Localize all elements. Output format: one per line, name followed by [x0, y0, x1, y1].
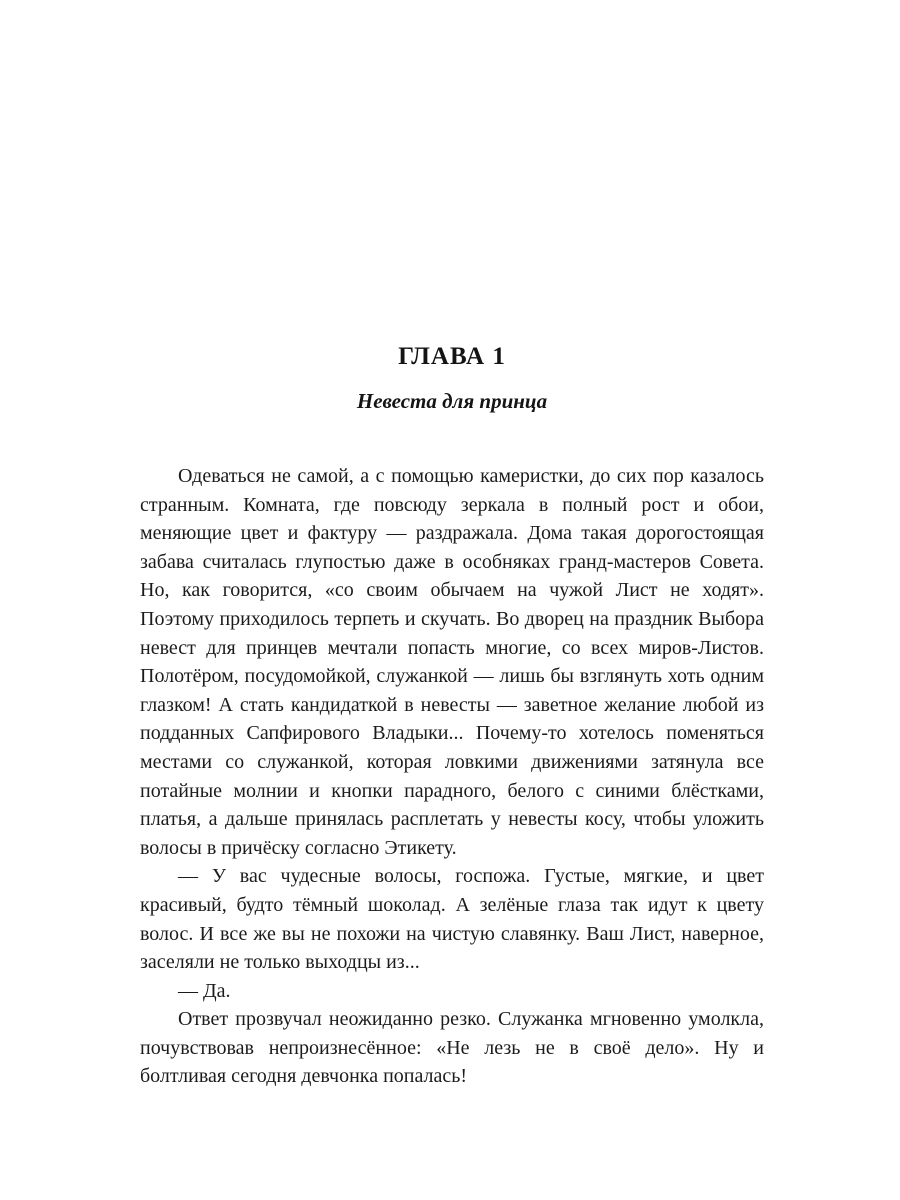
paragraph: — У вас чудесные волосы, госпожа. Густые, мягкие, и цвет красивый, будто тёмный шоколад. А зелёные глаза так идут к цвету волос. И все же вы не похожи на чистую славянку. Ваш Лист, наверное, заселяли не только выходцы из... [140, 865, 764, 974]
chapter-heading: ГЛАВА 1 [398, 343, 506, 370]
body-text [140, 462, 764, 1091]
paragraph: Одеваться не самой, а с помощью камеристки, до сих пор казалось странным. Комната, где повсюду зеркала в полный рост и обои, меняющие цвет и фактуру — раздражала. Дома такая дорогостоящая забава считалась глупостью даже в особняках гранд-мастеров Совета. Но, как говорится, «со своим обычаем на чужой Лист не ходят». Поэтому приходилось терпеть и скучать. Во дворец на праздник Выбора невест для принцев мечтали попасть многие, со всех миров-Листов. Полотёром, посудомойкой, служанкой — лишь бы взглянуть хоть одним глазком! А стать кандидаткой в невесты — заветное желание любой из подданных Сапфирового Владыки... Почему-то хотелось поменяться местами со служанкой, которая ловкими движениями затянула все потайные молнии и кнопки парадного, белого с синими блёстками, платья, а дальше принялась расплетать у невесты косу, чтобы уложить волосы в причёску согласно Этикету. [140, 465, 764, 859]
chapter-subtitle: Невеста для принца [356, 389, 548, 413]
paragraph: Ответ прозвучал неожиданно резко. Служанка мгновенно умолкла, почувствовав непроизнесённое: «Не лезь не в своё дело». Ну и болтливая сегодня девчонка попалась! [140, 1008, 764, 1088]
paragraph: — Да. [178, 979, 231, 1002]
